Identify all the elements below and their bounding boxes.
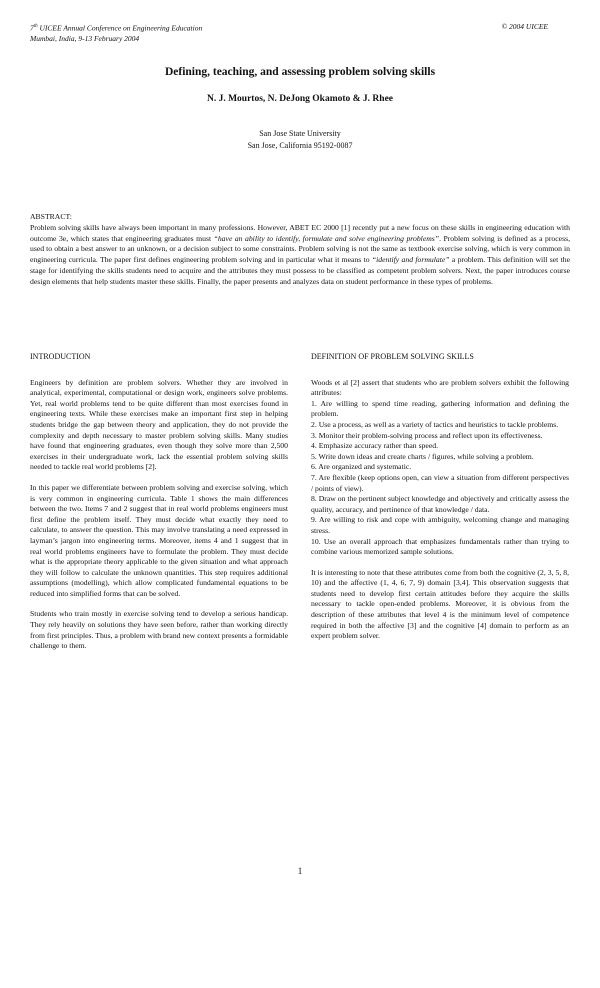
running-header-copyright: © 2004 UICEE [501, 22, 548, 31]
page-number: 1 [297, 866, 303, 876]
paper-title: Defining, teaching, and assessing problem solving skills [164, 66, 436, 78]
list-item: 3. Monitor their problem-solving process and reflect upon its effectiveness. [311, 430, 543, 440]
list-item: 9. Are willing to risk and cope with ambiguity, welcoming change and managing stress. [311, 515, 569, 535]
introduction-heading: INTRODUCTION [30, 352, 91, 361]
abstract-heading: ABSTRACT: [30, 212, 72, 221]
abstract-body: Problem solving skills have always been important in many professions. However, ABET EC 2000 [1] recently put a new focus on these skills in engineering education with outcome 3e, which states that engineering graduates must “have an ability to identify, formulate and solve engineering problems”. Problem solving is defined as a process, used to obtain a best answer to an unknown, or a decision subject to some constraints. Problem solving is not the same as textbook exercise solving, which is very common in engineering curricula. The paper first defines engineering problem solving and in particular what it means to “identify and formulate” a problem. This definition will set the stage for identifying the skills students need to acquire and the attributes they must possess to be classified as competent problem solvers. Next, the paper introduces course design elements that help students master these skills. Finally, the paper presents and analyzes data on student performance in these types of problems. [30, 222, 570, 286]
definition-heading: DEFINITION OF PROBLEM SOLVING SKILLS [311, 352, 474, 361]
abet-quote: “have an ability to identify, formulate and solve engineering problems” [213, 233, 440, 243]
intro-paragraph: Engineers by definition are problem solvers. Whether they are involved in analytical, experimental, computational or design work, engineers solve problems. Yet, real world problems tend to be quite different than most exercises found in engineering texts. While these exercises make an important first step in helping students bridge the gap between theory and application, they do not provide the complexity and depth necessary to master problem solving skills. Many studies have found that engineering graduates, even though they solve more than 2,500 exercises in their undergraduate work, lack the essential problem solving skills needed to tackle real world problems [2]. [30, 377, 288, 472]
intro-paragraph: Students who train mostly in exercise solving tend to develop a serious handicap. They rely heavily on solutions they have seen before, rather than working directly from first principles. Thus, a problem with brand new context presents a formidable challenge to them. [30, 609, 288, 651]
list-item: 7. Are flexible (keep options open, can view a situation from different perspectives / points of view). [311, 472, 569, 493]
list-item: 2. Use a process, as well as a variety of tactics and heuristics to tackle problems. [311, 419, 559, 429]
definition-section [311, 352, 569, 652]
attribute-list [311, 399, 569, 558]
affiliation-line-1: San Jose State University [259, 129, 341, 138]
list-item: 1. Are willing to spend time reading, gathering information and defining the problem. [311, 398, 569, 419]
affiliation [0, 128, 600, 152]
list-item: 8. Draw on the pertinent subject knowledge and objectively and critically assess the quality, accuracy, and pertinence of that knowledge / data. [311, 494, 569, 514]
introduction-section [30, 352, 288, 662]
running-header-conference [30, 22, 202, 44]
conference-line-1: 7th UICEE Annual Conference on Engineering Education [30, 23, 203, 33]
list-item: 10. Use an overall approach that emphasizes fundamentals rather than trying to combine various memorized sample solutions. [311, 536, 569, 557]
list-item: 6. Are organized and systematic. [311, 462, 412, 472]
affiliation-line-2: San Jose, California 95192-0087 [247, 141, 353, 150]
conference-line-2: Mumbai, India, 9-13 February 2004 [30, 33, 140, 43]
list-item: 5. Write down ideas and create charts / figures, while solving a problem. [311, 451, 534, 461]
definition-closing-paragraph: It is interesting to note that these attributes come from both the cognitive (2, 3, 5, 8, 10) and the affective (1, 4, 6, 7, 9) domain [3,4]. This observation suggests that students need to develop first certain attitudes before they acquire the skills necessary to tackle open-ended problems. Moreover, it is obvious from the description of these attributes that level 4 is the minimum level of competence required in both the affective [3] and the cognitive [4] domain to perform as an expert problem solver. [311, 567, 569, 641]
paper-authors: N. J. Mourtos, N. DeJong Okamoto & J. Rhee [206, 94, 394, 104]
definition-intro: Woods et al [2] assert that students who are problem solvers exhibit the following attributes: [311, 377, 569, 398]
identify-formulate-quote: “identify and formulate” [371, 255, 450, 265]
abstract-section [30, 212, 570, 288]
list-item: 4. Emphasize accuracy rather than speed. [311, 441, 438, 451]
intro-paragraph: In this paper we differentiate between problem solving and exercise solving, which is very common in engineering curricula. Table 1 shows the main differences between the two. Items 7 and 2 suggest that in real world problems engineers must first define the problem itself. They must decide what exactly they need to calculate, to answer the question. This may involve translating a need expressed in layman’s jargon into engineering terms. Moreover, items 4 and 1 suggest that in real world problems engineers have to formulate the problem. They must decide what is the appropriate theory applicable to the given situation and what approach they will follow to calculate the unknown quantities. This step requires additional assumptions (modelling), which allow complicated fundamental equations to be reduced into simplified forms that can be solved. [30, 482, 288, 598]
